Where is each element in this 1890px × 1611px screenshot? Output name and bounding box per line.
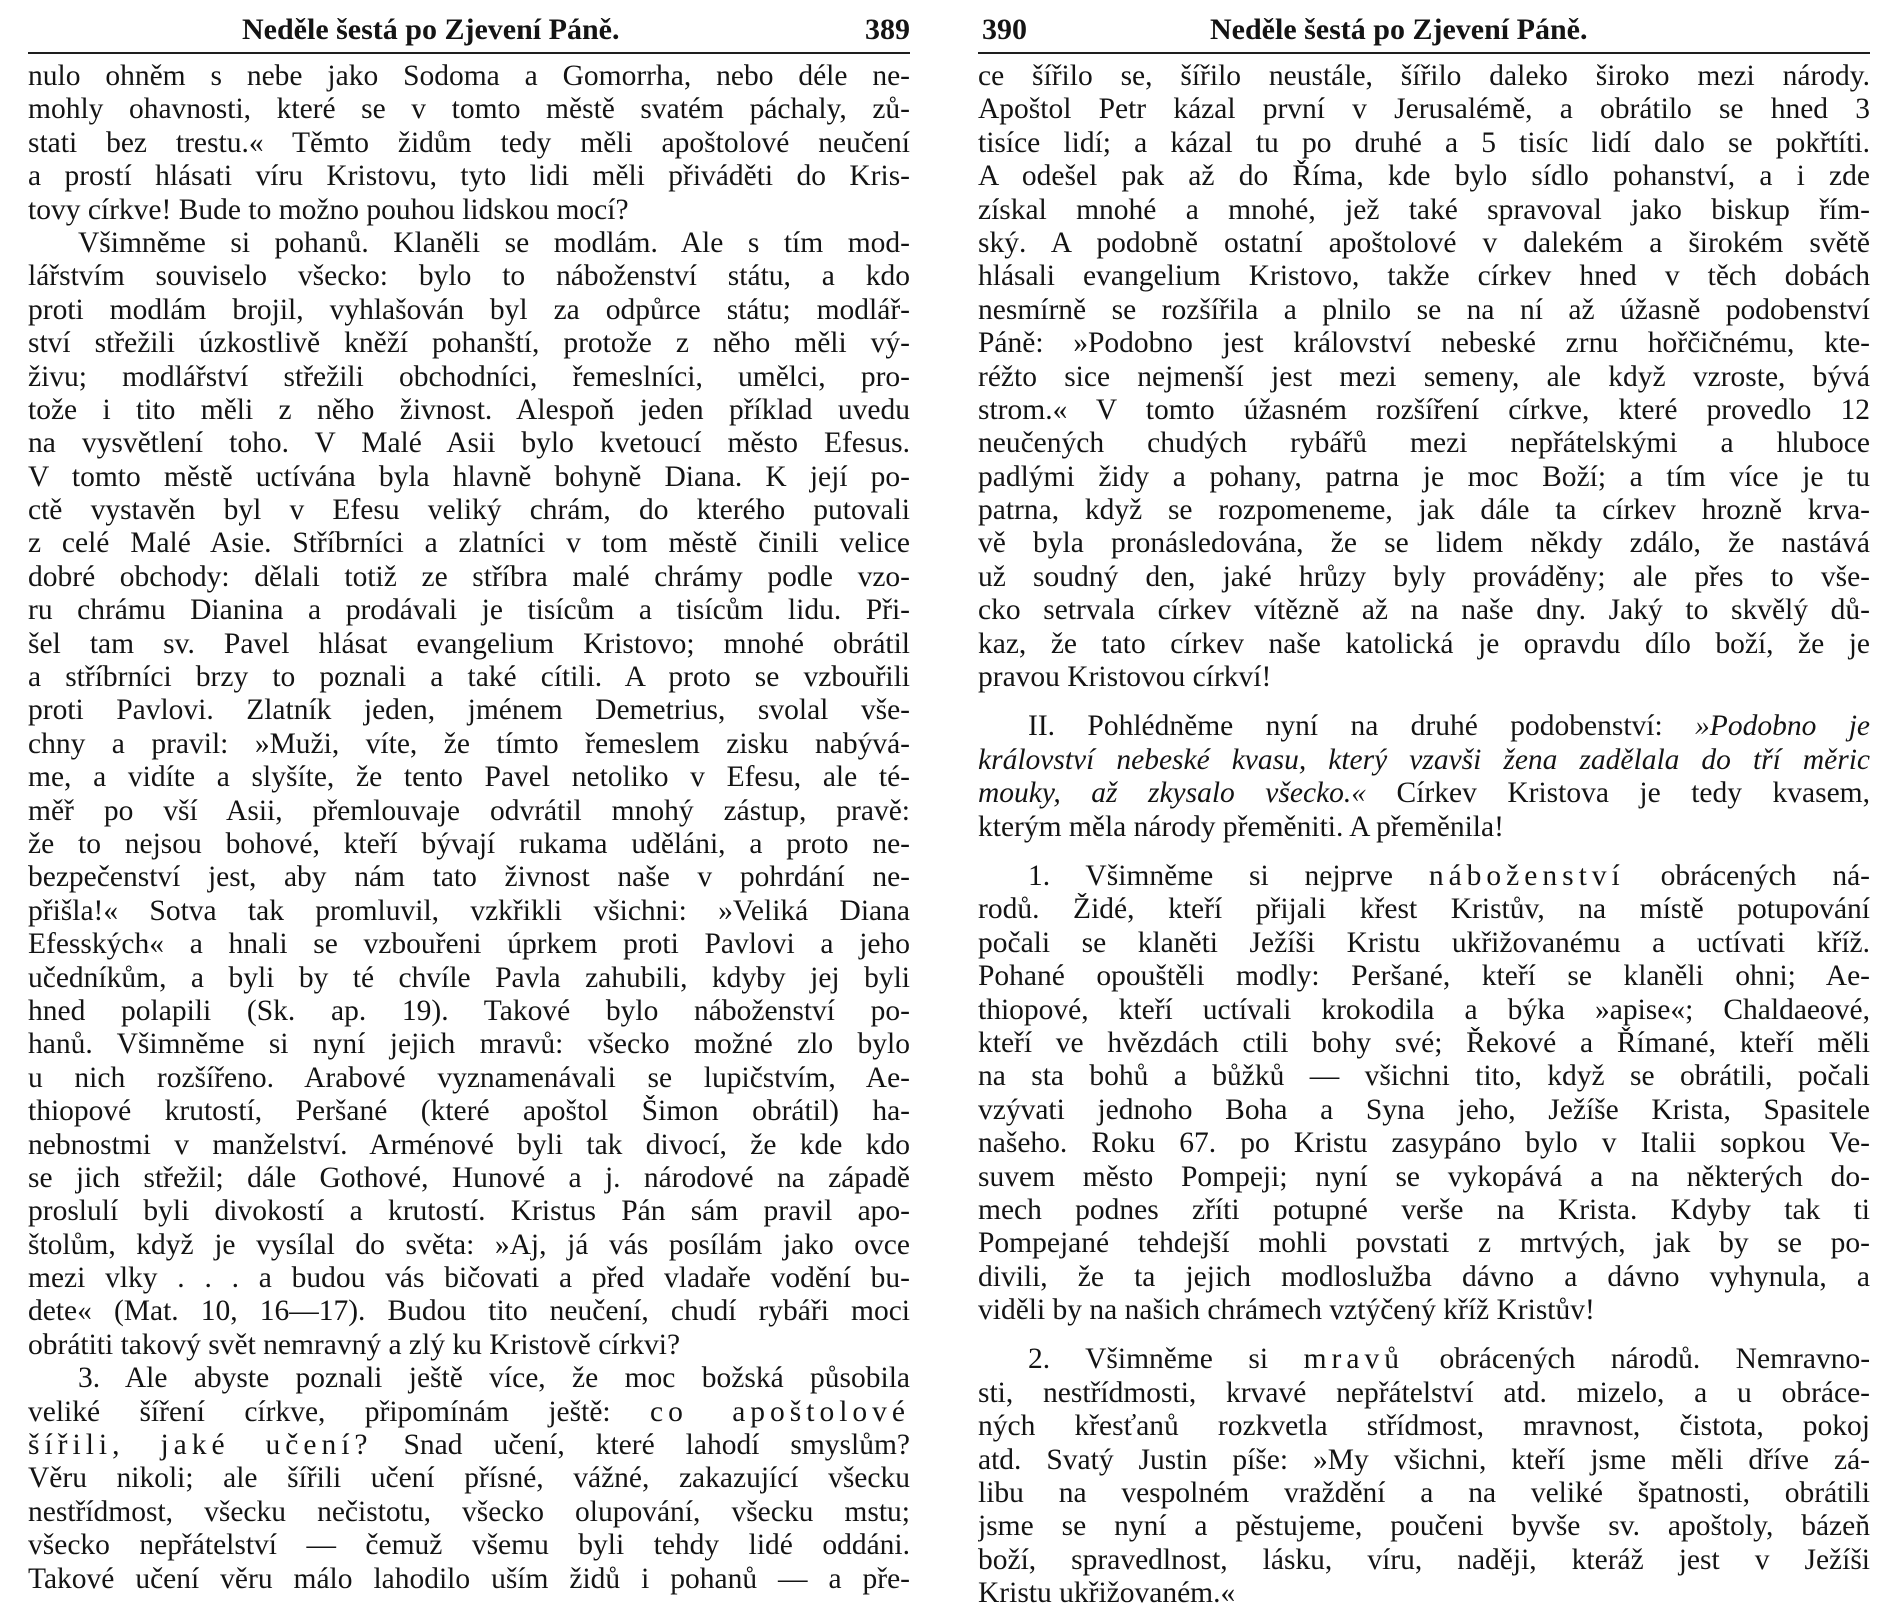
left-text-line bbox=[28, 795, 910, 828]
line-segment: a prostí hlásati víru Kristovu, tyto lidi měli přiváděti do Kris- bbox=[28, 160, 910, 193]
line-segment: Takové učení věru málo lahodilo uším židů i pohanů — a pře- bbox=[28, 1562, 910, 1595]
right-text-line bbox=[978, 93, 1870, 126]
left-text-line bbox=[28, 1329, 910, 1362]
left-text-line bbox=[28, 628, 910, 661]
left-text-line bbox=[28, 1262, 910, 1295]
line-segment: viděli by na našich chrámech vztýčený kříž Kristův! bbox=[978, 1294, 1595, 1327]
left-text-line bbox=[28, 828, 910, 861]
right-text-line bbox=[978, 661, 1870, 694]
left-text-line bbox=[28, 1295, 910, 1328]
right-text-line bbox=[978, 60, 1870, 93]
right-text-line bbox=[978, 710, 1870, 743]
right-text-line bbox=[978, 1477, 1870, 1510]
line-segment: že to nejsou bohové, kteří bývají rukama uděláni, a proto ne- bbox=[28, 827, 910, 860]
line-segment: 3. Ale abyste poznali ještě více, že moc božská působila bbox=[78, 1362, 910, 1395]
line-segment: Apoštol Petr kázal první v Jerusalémě, a obrátilo se hned 3 bbox=[978, 93, 1870, 126]
line-segment: obrácených národů. Nemravno- bbox=[1439, 1343, 1870, 1376]
line-segment: počali se klaněti Ježíši Kristu ukřižovanému a uctívati kříž. bbox=[978, 926, 1870, 959]
line-segment: 1. Všimněme si nejprve bbox=[1028, 859, 1393, 892]
left-text-line bbox=[28, 1229, 910, 1262]
line-segment: tovy církve! Bude to možno pouhou lidskou mocí? bbox=[28, 193, 629, 226]
line-segment: se jich střežil; dále Gothové, Hunové a j. národové na západě bbox=[28, 1161, 910, 1194]
emphasized-spaced-text: mravů bbox=[1303, 1343, 1404, 1376]
line-segment: získal mnohé a mnohé, jež také spravoval jako biskup řím- bbox=[978, 193, 1870, 226]
left-text-line bbox=[28, 1062, 910, 1095]
line-segment: přišla!« Sotva tak promluvil, vzkřikli všichni: »Veliká Diana bbox=[28, 894, 910, 927]
line-segment: štolům, když je vysílal do světa: »Aj, já vás posílám jako ovce bbox=[28, 1228, 910, 1261]
left-text-line bbox=[28, 227, 910, 260]
left-page bbox=[28, 0, 910, 1595]
right-text-line bbox=[978, 1060, 1870, 1093]
line-segment: na sta bohů a bůžků — všichni tito, když se obrátili, počali bbox=[978, 1060, 1870, 1093]
left-page-number: 389 bbox=[865, 13, 910, 46]
line-segment: Všimněme si pohanů. Klaněli se modlám. Ale s tím mod- bbox=[78, 226, 910, 259]
left-text-line bbox=[28, 160, 910, 193]
line-segment: obrácených ná- bbox=[1660, 859, 1870, 892]
emphasized-spaced-text: co apoštolové bbox=[649, 1395, 910, 1428]
right-text-line bbox=[978, 744, 1870, 777]
line-segment: rodů. Židé, kteří přijali křest Kristův, na místě potupování bbox=[978, 893, 1870, 926]
line-segment: mech podnes zříti potupné verše na Krista. Kdyby tak ti bbox=[978, 1193, 1870, 1226]
line-segment: Efesských« a hnali se vzbouřeni úprkem proti Pavlovi a jeho bbox=[28, 928, 910, 961]
right-text-line bbox=[978, 427, 1870, 460]
right-text-line bbox=[978, 1377, 1870, 1410]
line-segment: stati bez trestu.« Těmto židům tedy měli apoštolové neučení bbox=[28, 126, 910, 159]
left-text-line bbox=[28, 127, 910, 160]
line-segment: dete« (Mat. 10, 16—17). Budou tito neučení, chudí rybáři moci bbox=[28, 1295, 910, 1328]
line-segment: cko setrvala církev vítězně až na naše dny. Jaký to skvělý dů- bbox=[978, 594, 1870, 627]
left-text-line bbox=[28, 1396, 910, 1429]
left-text-line bbox=[28, 895, 910, 928]
line-segment: 2. Všimněme si bbox=[1028, 1343, 1269, 1376]
right-text-line bbox=[978, 1343, 1870, 1376]
left-text-line bbox=[28, 1429, 910, 1462]
right-text-line bbox=[978, 260, 1870, 293]
emphasized-spaced-text: náboženství bbox=[1428, 859, 1625, 892]
line-segment: nestřídmost, všecku nečistotu, všecko olupování, všecku mstu; bbox=[28, 1495, 910, 1528]
right-text-line bbox=[978, 1194, 1870, 1227]
line-segment: thiopové krutostí, Peršané (které apoštol Šimon obrátil) ha- bbox=[28, 1095, 910, 1128]
line-segment: učedníkům, a byli by té chvíle Pavla zahubili, kdyby jej byli bbox=[28, 961, 910, 994]
left-page-text bbox=[28, 60, 910, 1596]
left-text-line bbox=[28, 294, 910, 327]
line-segment: hned polapili (Sk. ap. 19). Takové bylo náboženství po- bbox=[28, 994, 910, 1027]
left-text-line bbox=[28, 93, 910, 126]
right-text-line bbox=[978, 1027, 1870, 1060]
line-segment: atd. Svatý Justin píše: »My všichni, kteří jsme měli dříve zá- bbox=[978, 1443, 1870, 1476]
line-segment: boží, spravedlnost, lásku, víru, naději, kteráž jest v Ježíši bbox=[978, 1543, 1870, 1576]
right-text-line bbox=[978, 1294, 1870, 1327]
right-text-line bbox=[978, 327, 1870, 360]
left-text-line bbox=[28, 694, 910, 727]
left-text-line bbox=[28, 1462, 910, 1495]
left-text-line bbox=[28, 928, 910, 961]
right-text-line bbox=[978, 1261, 1870, 1294]
left-text-line bbox=[28, 1496, 910, 1529]
left-text-line bbox=[28, 260, 910, 293]
right-text-line bbox=[978, 994, 1870, 1027]
line-segment: kterým měla národy přeměniti. A přeměnila! bbox=[978, 810, 1504, 843]
line-segment: A odešel pak až do Říma, kde bylo sídlo pohanství, a i zde bbox=[978, 160, 1870, 193]
line-segment: nulo ohněm s nebe jako Sodoma a Gomorrha, nebo déle ne- bbox=[28, 60, 910, 92]
left-text-line bbox=[28, 995, 910, 1028]
right-text-line bbox=[978, 1544, 1870, 1577]
line-segment: dobré obchody: dělali totiž ze stříbra malé chrámy podle vzo- bbox=[28, 560, 910, 593]
emphasized-spaced-text: šířili, jaké učení? bbox=[28, 1429, 373, 1462]
right-text-line bbox=[978, 160, 1870, 193]
right-text-line bbox=[978, 127, 1870, 160]
line-segment: ru chrámu Dianina a prodávali je tisícům a tisícům lidu. Při- bbox=[28, 594, 910, 627]
left-text-line bbox=[28, 962, 910, 995]
left-text-line bbox=[28, 461, 910, 494]
line-segment: mezi vlky . . . a budou vás bičovati a před vladaře vodění bu- bbox=[28, 1262, 910, 1295]
left-text-line bbox=[28, 394, 910, 427]
right-text-line bbox=[978, 960, 1870, 993]
left-text-line bbox=[28, 427, 910, 460]
left-text-line bbox=[28, 1129, 910, 1162]
line-segment: kteří ve hvězdách ctili bohy své; Řekové a Římané, kteří měli bbox=[978, 1026, 1870, 1059]
line-segment: Věru nikoli; ale šířili učení přísné, vážné, zakazující všecku bbox=[28, 1462, 910, 1495]
line-segment: z celé Malé Asie. Stříbrníci a zlatníci v tom městě činili velice bbox=[28, 527, 910, 560]
right-text-line bbox=[978, 227, 1870, 260]
line-segment: divili, že ta jejich modloslužba dávno a dávno vyhynula, a bbox=[978, 1260, 1870, 1293]
right-text-line bbox=[978, 194, 1870, 227]
left-text-line bbox=[28, 527, 910, 560]
right-running-title: Neděle šestá po Zjevení Páně. bbox=[1210, 13, 1588, 46]
line-segment: sti, nestřídmosti, krvavé nepřátelství atd. mizelo, a u obráce- bbox=[978, 1376, 1870, 1409]
right-text-line bbox=[978, 594, 1870, 627]
italic-quotation: království nebeské kvasu, který vzavši žena zadělala do tří měric bbox=[978, 743, 1870, 776]
line-segment: réžto sice nejmenší jest mezi semeny, ale když vzroste, bývá bbox=[978, 360, 1870, 393]
line-segment: našeho. Roku 67. po Kristu zasypáno bylo v Italii sopkou Ve- bbox=[978, 1127, 1870, 1160]
right-page bbox=[978, 0, 1870, 1610]
right-text-line bbox=[978, 893, 1870, 926]
line-segment: proslulí byli divokostí a krutostí. Kristus Pán sám pravil apo- bbox=[28, 1195, 910, 1228]
line-segment: patrna, když se rozpomeneme, jak dále ta církev hrozně krva- bbox=[978, 494, 1870, 527]
line-segment: vzývati jednoho Boha a Syna jeho, Ježíše Krista, Spasitele bbox=[978, 1093, 1870, 1126]
line-segment: libu na vespolném vraždění a na veliké špatnosti, obrátili bbox=[978, 1477, 1870, 1510]
line-segment: proti modlám brojil, vyhlašován byl za odpůrce státu; modlář- bbox=[28, 293, 910, 326]
right-text-line bbox=[978, 527, 1870, 560]
line-segment: Snad učení, které lahodí smyslům? bbox=[403, 1429, 910, 1462]
line-segment: všecko nepřátelství — čemuž všemu byli tehdy lidé oddáni. bbox=[28, 1529, 910, 1562]
line-segment: Páně: »Podobno jest království nebeské zrnu hořčičnému, kte- bbox=[978, 327, 1870, 360]
line-segment: Pompejané tehdejší mohli povstati z mrtvých, jak by se po- bbox=[978, 1227, 1870, 1260]
line-segment: ctě vystavěn byl v Efesu veliký chrám, do kterého putovali bbox=[28, 494, 910, 527]
right-text-line bbox=[978, 1577, 1870, 1610]
line-segment: vě byla pronásledována, že se lidem někdy zdálo, že nastává bbox=[978, 527, 1870, 560]
line-segment: padlými židy a pohany, patrna je moc Boží; a tím více je tu bbox=[978, 460, 1870, 493]
left-text-line bbox=[28, 728, 910, 761]
line-segment: lářstvím souviselo všecko: bylo to náboženství státu, a kdo bbox=[28, 260, 910, 293]
line-segment: strom.« V tomto úžasném rozšíření církve, které provedlo 12 bbox=[978, 393, 1870, 426]
line-segment: mohly ohavnosti, které se v tomto městě svatém páchaly, zů- bbox=[28, 93, 910, 126]
line-segment: tisíce lidí; a kázal tu po druhé a 5 tisíc lidí dalo se pokřtíti. bbox=[978, 126, 1870, 159]
line-segment: Církev Kristova je tedy kvasem, bbox=[1396, 777, 1870, 810]
line-segment: chny a pravil: »Muži, víte, že tímto řemeslem zisku nabývá- bbox=[28, 727, 910, 760]
line-segment: obrátiti takový svět nemravný a zlý ku Kristově církvi? bbox=[28, 1328, 681, 1361]
left-text-line bbox=[28, 1028, 910, 1061]
italic-quotation: mouky, až zkysalo všecko.« bbox=[978, 777, 1367, 810]
line-segment: u nich rozšířeno. Arabové vyznamenávali se lupičstvím, Ae- bbox=[28, 1061, 910, 1094]
right-page-number: 390 bbox=[982, 13, 1027, 46]
left-text-line bbox=[28, 1095, 910, 1128]
line-segment: hanů. Všimněme si nyní jejich mravů: všecko možné zlo bylo bbox=[28, 1028, 910, 1061]
left-text-line bbox=[28, 1362, 910, 1395]
line-segment: V tomto městě uctívána byla hlavně bohyně Diana. K její po- bbox=[28, 460, 910, 493]
left-running-title: Neděle šestá po Zjevení Páně. bbox=[242, 13, 620, 46]
line-segment: pravou Kristovou církví! bbox=[978, 661, 1272, 694]
line-segment: II. Pohlédněme nyní na druhé podobenství: bbox=[1028, 710, 1663, 743]
line-segment: neučených chudých rybářů mezi nepřátelskými a hluboce bbox=[978, 427, 1870, 460]
left-text-line bbox=[28, 1162, 910, 1195]
right-text-line bbox=[978, 628, 1870, 661]
line-segment: proti Pavlovi. Zlatník jeden, jménem Demetrius, svolal vše- bbox=[28, 694, 910, 727]
left-text-line bbox=[28, 494, 910, 527]
left-text-line bbox=[28, 561, 910, 594]
line-segment: thiopové, kteří uctívali krokodila a býka »apise«; Chaldaeové, bbox=[978, 993, 1870, 1026]
right-text-line bbox=[978, 561, 1870, 594]
italic-quotation: »Podobno je bbox=[1695, 710, 1870, 743]
right-text-line bbox=[978, 1094, 1870, 1127]
right-page-text bbox=[978, 60, 1870, 1611]
line-segment: živu; modlářství střežili obchodníci, řemeslníci, umělci, pro- bbox=[28, 360, 910, 393]
left-text-line bbox=[28, 194, 910, 227]
left-text-line bbox=[28, 60, 910, 93]
right-text-line bbox=[978, 860, 1870, 893]
line-segment: ský. A podobně ostatní apoštolové v dalekém a širokém světě bbox=[978, 226, 1870, 259]
left-text-line bbox=[28, 1529, 910, 1562]
line-segment: nesmírně se rozšířila a plnilo se na ní až úžasně podobenství bbox=[978, 293, 1870, 326]
right-text-line bbox=[978, 1227, 1870, 1260]
line-segment: suvem město Pompeji; nyní se vykopává a na některých do- bbox=[978, 1160, 1870, 1193]
right-text-line bbox=[978, 461, 1870, 494]
line-segment: tože i tito měli z něho živnost. Alespoň jeden příklad uvedu bbox=[28, 393, 910, 426]
line-segment: jsme se nyní a pěstujeme, poučeni byvše sv. apoštoly, bázeň bbox=[978, 1510, 1870, 1543]
right-text-line bbox=[978, 294, 1870, 327]
right-text-line bbox=[978, 927, 1870, 960]
right-text-line bbox=[978, 394, 1870, 427]
line-segment: na vysvětlení toho. V Malé Asii bylo kvetoucí město Efesus. bbox=[28, 427, 910, 460]
right-text-line bbox=[978, 777, 1870, 810]
line-segment: hlásali evangelium Kristovo, takže církev hned v těch dobách bbox=[978, 260, 1870, 293]
line-segment: me, a vidíte a slyšíte, že tento Pavel netoliko v Efesu, ale té- bbox=[28, 761, 910, 794]
left-text-line bbox=[28, 594, 910, 627]
right-text-line bbox=[978, 494, 1870, 527]
line-segment: měř po vší Asii, přemlouvaje odvrátil mnohý zástup, pravě: bbox=[28, 794, 910, 827]
line-segment: ce šířilo se, šířilo neustále, šířilo daleko široko mezi národy. bbox=[978, 60, 1870, 92]
right-text-line bbox=[978, 361, 1870, 394]
line-segment: ných křesťanů rozkvetla střídmost, mravnost, čistota, pokoj bbox=[978, 1410, 1870, 1443]
right-text-line bbox=[978, 1161, 1870, 1194]
left-text-line bbox=[28, 1563, 910, 1596]
left-text-line bbox=[28, 361, 910, 394]
right-text-line bbox=[978, 1127, 1870, 1160]
left-running-head bbox=[28, 12, 910, 54]
right-text-line bbox=[978, 1444, 1870, 1477]
line-segment: kaz, že tato církev naše katolická je opravdu dílo boží, že je bbox=[978, 627, 1870, 660]
line-segment: bezpečenství jest, aby nám tato živnost naše v pohrdání ne- bbox=[28, 861, 910, 894]
right-text-line bbox=[978, 1410, 1870, 1443]
line-segment: a stříbrníci brzy to poznali a také cítili. A proto se vzbouřili bbox=[28, 661, 910, 694]
line-segment: Kristu ukřižovaném.« bbox=[978, 1577, 1236, 1610]
left-text-line bbox=[28, 327, 910, 360]
left-text-line bbox=[28, 861, 910, 894]
right-text-line bbox=[978, 811, 1870, 844]
line-segment: šel tam sv. Pavel hlásat evangelium Kristovo; mnohé obrátil bbox=[28, 627, 910, 660]
left-text-line bbox=[28, 661, 910, 694]
line-segment: ství střežili úzkostlivě kněží pohanští, protože z něho měli vý- bbox=[28, 327, 910, 360]
left-text-line bbox=[28, 761, 910, 794]
right-running-head bbox=[978, 12, 1870, 54]
line-segment: veliké šíření církve, připomínám ještě: bbox=[28, 1395, 611, 1428]
line-segment: už soudný den, jaké hrůzy byly prováděny; ale přes to vše- bbox=[978, 560, 1870, 593]
right-text-line bbox=[978, 1510, 1870, 1543]
left-text-line bbox=[28, 1195, 910, 1228]
line-segment: Pohané opouštěli modly: Peršané, kteří se klaněli ohni; Ae- bbox=[978, 960, 1870, 993]
line-segment: nebnostmi v manželství. Arménové byli tak divocí, že kde kdo bbox=[28, 1128, 910, 1161]
